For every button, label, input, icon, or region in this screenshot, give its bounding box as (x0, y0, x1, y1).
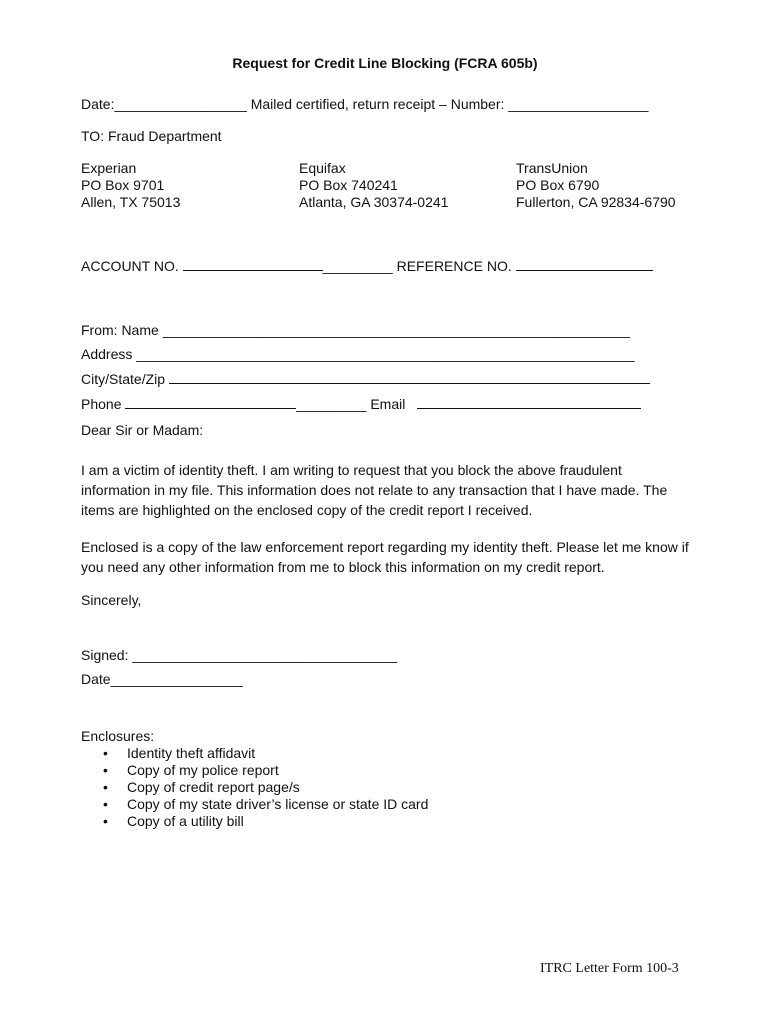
account-blank: _________ (322, 258, 393, 274)
phone-email-line (81, 396, 641, 413)
phone-field[interactable] (125, 396, 296, 409)
bureau-box: PO Box 740241 (299, 177, 398, 193)
certified-number-blank: __________________ (508, 96, 649, 112)
mailed-certified-text: Mailed certified, return receipt – Number: (246, 96, 509, 112)
date2-blank: _________________ (110, 671, 243, 687)
list-item (81, 796, 428, 813)
list-item (81, 779, 428, 796)
date-label: Date: (81, 96, 115, 112)
closing: Sincerely, (81, 592, 142, 608)
date-signature-line (81, 671, 243, 688)
bureau-city: Atlanta, GA 30374-0241 (299, 194, 449, 210)
form-footer: ITRC Letter Form 100-3 (540, 961, 679, 976)
reference-number-field[interactable] (516, 258, 653, 271)
email-field[interactable] (417, 396, 641, 409)
from-name-line (81, 322, 630, 339)
city-state-zip-field[interactable] (169, 371, 650, 384)
date2-label: Date (81, 671, 111, 687)
reference-label: REFERENCE NO. (392, 258, 516, 274)
paragraph-enclosed: Enclosed is a copy of the law enforcement report regarding my identity theft. Please let me know if you need any other information from me to block this information on my credit report. (81, 539, 689, 575)
signed-line (81, 647, 397, 664)
city-state-zip-label: City/State/Zip (81, 371, 169, 387)
bureau-city: Allen, TX 75013 (81, 194, 181, 210)
enclosures-list (81, 745, 428, 830)
date-blank: _________________ (114, 96, 247, 112)
date-line (81, 96, 648, 113)
bureau-experian (81, 160, 180, 211)
bureau-city: Fullerton, CA 92834-6790 (516, 194, 676, 210)
list-item (81, 762, 428, 779)
from-name-label: From: Name (81, 322, 163, 338)
bureau-name: Experian (81, 160, 137, 176)
signed-blank: __________________________________ (132, 647, 398, 663)
list-item (81, 745, 428, 762)
bullet-icon: • (103, 796, 108, 812)
enclosure-text: Copy of my state driver’s license or state ID card (127, 796, 429, 812)
bureau-transunion (516, 160, 676, 211)
account-label: ACCOUNT NO. (81, 258, 183, 274)
paragraph-request: I am a victim of identity theft. I am writing to request that you block the above fraudulent information in my file. This information does not relate to any transaction that I have made. The items are highlighted on the enclosed copy of the credit report I received. (81, 462, 668, 518)
document-title: Request for Credit Line Blocking (FCRA 605b) (232, 55, 538, 71)
account-line (81, 258, 653, 275)
bureau-box: PO Box 9701 (81, 177, 165, 193)
from-name-blank: ____________________________________________________________ (162, 322, 630, 338)
bullet-icon: • (103, 779, 108, 795)
bureau-box: PO Box 6790 (516, 177, 600, 193)
salutation: Dear Sir or Madam: (81, 422, 204, 438)
list-item (81, 813, 428, 830)
bullet-icon: • (103, 745, 108, 761)
address-blank: ________________________________________________________________ (136, 346, 635, 362)
address-line (81, 346, 635, 363)
bullet-icon: • (103, 813, 108, 829)
email-label: Email (366, 396, 410, 412)
enclosures-label: Enclosures: (81, 728, 155, 744)
phone-label: Phone (81, 396, 126, 412)
signed-label: Signed: (81, 647, 133, 663)
enclosure-text: Copy of my police report (127, 762, 279, 778)
enclosure-text: Copy of credit report page/s (127, 779, 300, 795)
bureau-name: Equifax (299, 160, 346, 176)
account-number-field[interactable] (183, 258, 323, 271)
bureau-equifax (299, 160, 448, 211)
address-label: Address (81, 346, 137, 362)
to-line: TO: Fraud Department (81, 128, 222, 144)
enclosure-text: Identity theft affidavit (127, 745, 256, 761)
bullet-icon: • (103, 762, 108, 778)
phone-blank: _________ (296, 396, 367, 412)
enclosure-text: Copy of a utility bill (127, 813, 244, 829)
bureau-name: TransUnion (516, 160, 588, 176)
city-state-zip-line (81, 371, 650, 388)
